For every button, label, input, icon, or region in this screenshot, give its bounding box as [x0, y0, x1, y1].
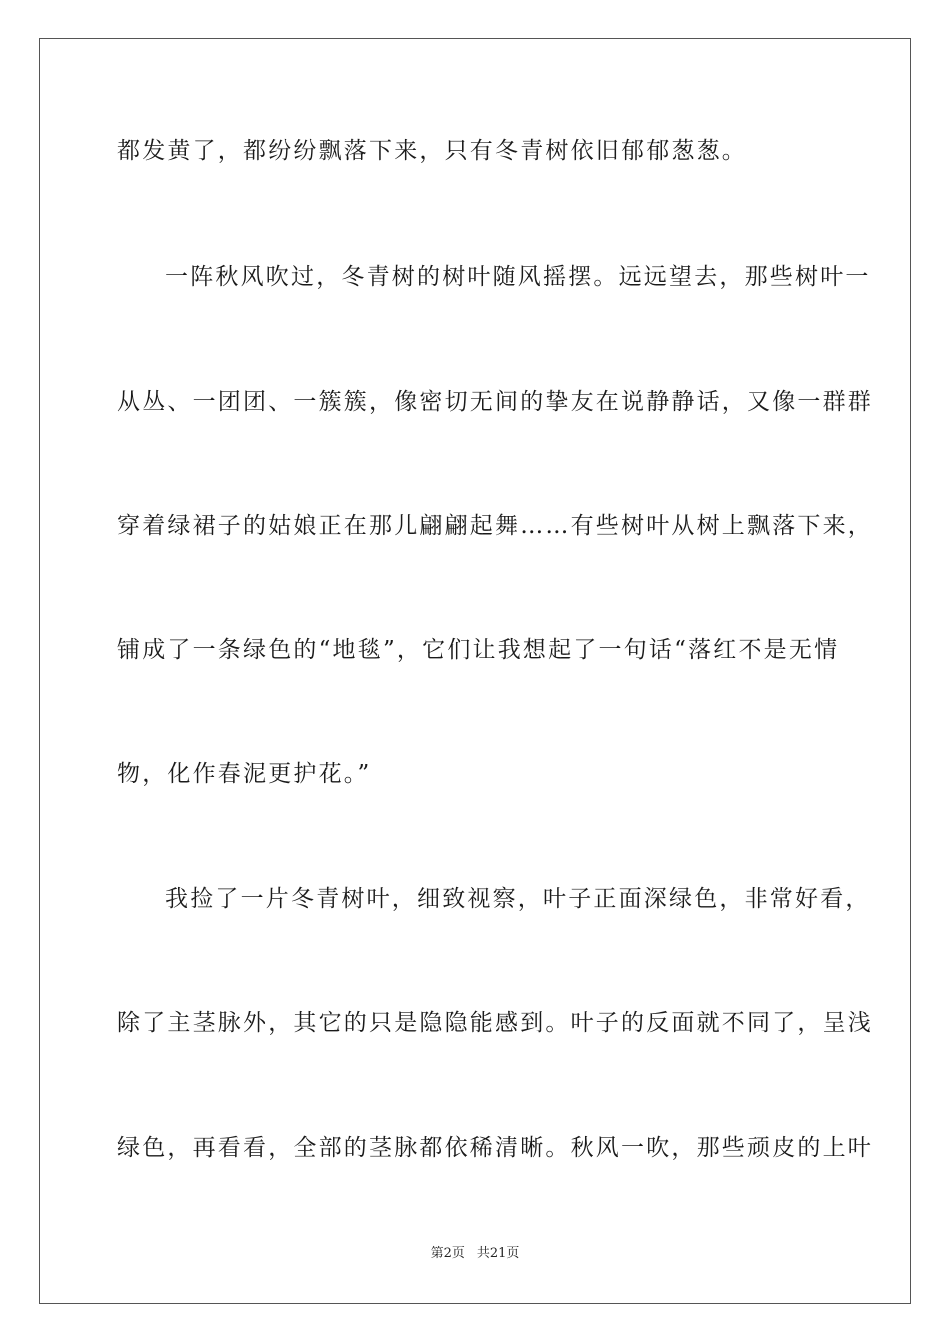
text-line-paragraph-start: 我捡了一片冬青树叶，细致视察，叶子正面深绿色，非常好看， [165, 886, 871, 912]
page-total: 共21页 [476, 1246, 520, 1261]
page-number: 第2页 [430, 1246, 465, 1261]
text-line: 除了主茎脉外，其它的只是隐隐能感到。叶子的反面就不同了，呈浅 [117, 1010, 873, 1036]
page-footer [0, 1246, 950, 1262]
text-line: 铺成了一条绿色的“地毯”，它们让我想起了一句话“落红不是无情 [117, 637, 840, 663]
text-line-paragraph-start: 一阵秋风吹过，冬青树的树叶随风摇摆。远远望去，那些树叶一 [165, 264, 871, 290]
text-line: 穿着绿裙子的姑娘正在那儿翩翩起舞……有些树叶从树上飘落下来， [117, 513, 873, 539]
text-line: 物，化作春泥更护花。” [117, 761, 372, 787]
text-line: 都发黄了，都纷纷飘落下来，只有冬青树依旧郁郁葱葱。 [117, 138, 747, 164]
text-line: 从丛、一团团、一簇簇，像密切无间的挚友在说静静话，又像一群群 [117, 389, 873, 415]
page-border [39, 38, 911, 1304]
text-line: 绿色，再看看，全部的茎脉都依稀清晰。秋风一吹，那些顽皮的上叶 [117, 1135, 873, 1161]
